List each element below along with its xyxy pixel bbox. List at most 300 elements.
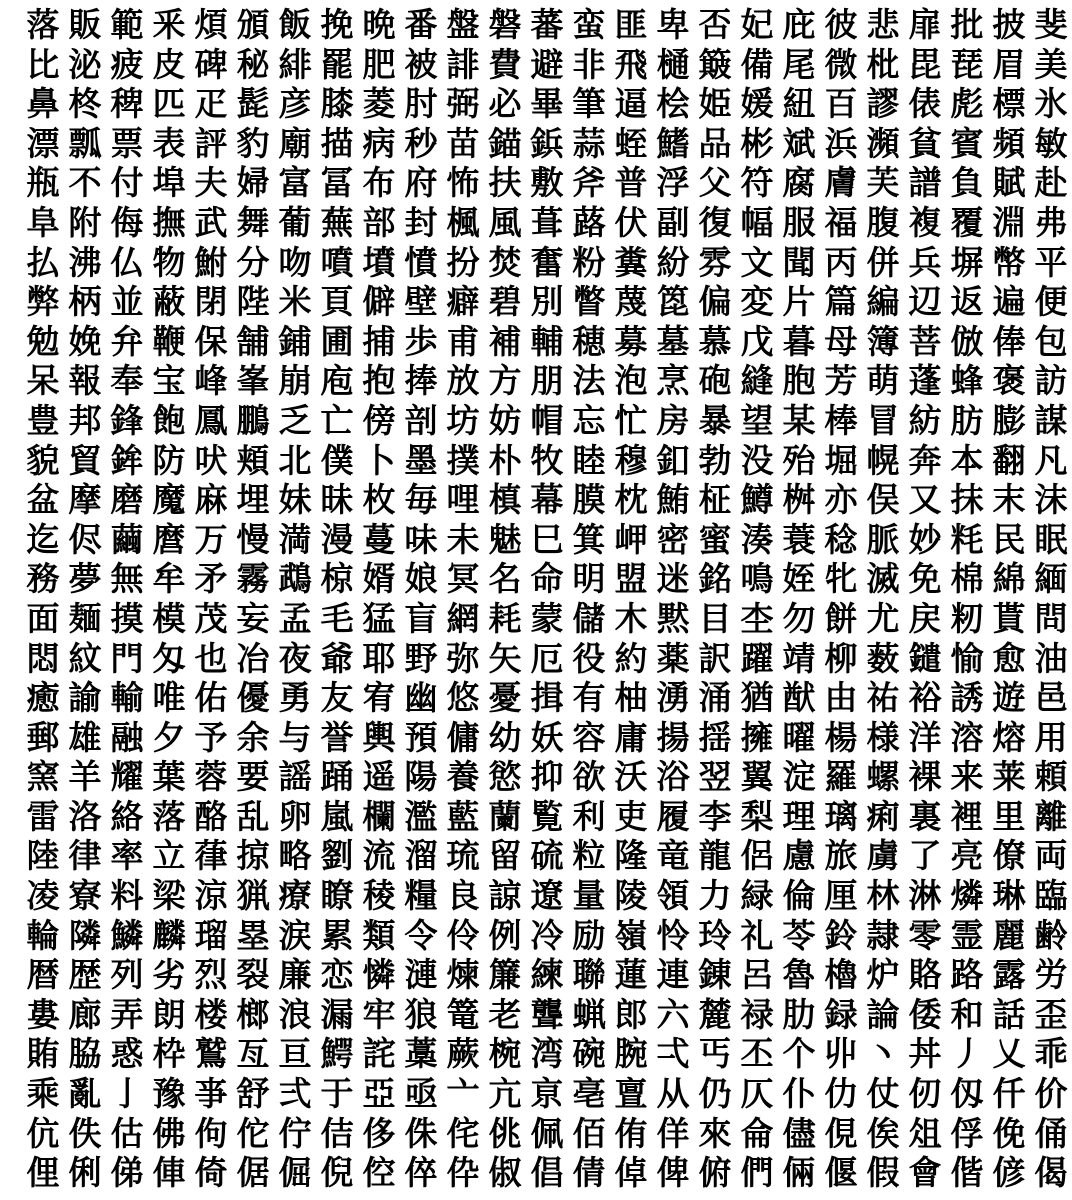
kanji-glyph: 飽: [152, 400, 186, 440]
kanji-glyph: 杢: [740, 598, 774, 638]
kanji-glyph: 麓: [698, 994, 732, 1034]
kanji-glyph: 陛: [236, 282, 270, 322]
kanji-glyph: 父: [698, 163, 732, 203]
kanji-glyph: 沫: [1034, 480, 1068, 520]
kanji-glyph: 又: [908, 480, 942, 520]
kanji-glyph: 蔑: [614, 282, 648, 322]
kanji-glyph: 訳: [698, 638, 732, 678]
kanji-glyph: 豹: [236, 123, 270, 163]
kanji-glyph: 毛: [320, 598, 354, 638]
kanji-glyph: 逼: [614, 84, 648, 124]
kanji-glyph: 碗: [572, 1034, 606, 1074]
kanji-glyph: 溜: [404, 836, 438, 876]
kanji-glyph: 郵: [26, 717, 60, 757]
kanji-glyph: 亳: [572, 1074, 606, 1114]
kanji-glyph: 返: [950, 282, 984, 322]
kanji-glyph: 硫: [530, 836, 564, 876]
kanji-glyph: 樋: [656, 44, 690, 84]
kanji-glyph: 蛭: [614, 123, 648, 163]
kanji-glyph: 苗: [446, 123, 480, 163]
kanji-glyph: 遍: [992, 282, 1026, 322]
kanji-glyph: 戻: [908, 598, 942, 638]
kanji-glyph: 塁: [236, 915, 270, 955]
kanji-glyph: 湾: [530, 1034, 564, 1074]
kanji-glyph: 縫: [740, 361, 774, 401]
kanji-glyph: 坊: [446, 400, 480, 440]
kanji-glyph: 併: [866, 242, 900, 282]
kanji-glyph: 耀: [110, 757, 144, 797]
kanji-glyph: 籾: [950, 598, 984, 638]
kanji-glyph: 丐: [698, 1034, 732, 1074]
kanji-glyph: 狼: [404, 994, 438, 1034]
kanji-glyph: 塀: [950, 242, 984, 282]
kanji-glyph: 陸: [26, 836, 60, 876]
kanji-glyph: 力: [698, 876, 732, 916]
kanji-glyph: 盤: [446, 5, 480, 44]
kanji-glyph: 毘: [908, 44, 942, 84]
kanji-glyph: 優: [236, 678, 270, 718]
kanji-glyph: 薬: [656, 638, 690, 678]
kanji-glyph: 略: [278, 836, 312, 876]
kanji-glyph: 稜: [362, 876, 396, 916]
kanji-glyph: 鋲: [530, 123, 564, 163]
kanji-glyph: 漫: [320, 519, 354, 559]
kanji-glyph: 俸: [992, 321, 1026, 361]
kanji-glyph: 防: [152, 440, 186, 480]
kanji-glyph: 靖: [782, 638, 816, 678]
kanji-glyph: 麟: [152, 915, 186, 955]
kanji-glyph: 躍: [740, 638, 774, 678]
kanji-glyph: 柳: [824, 638, 858, 678]
kanji-glyph: 侑: [614, 1113, 648, 1153]
kanji-glyph: 侏: [404, 1113, 438, 1153]
kanji-glyph: 侖: [740, 1113, 774, 1153]
kanji-glyph: 魔: [152, 480, 186, 520]
kanji-glyph: 附: [68, 202, 102, 242]
kanji-glyph: 伉: [26, 1113, 60, 1153]
kanji-glyph: 評: [194, 123, 228, 163]
kanji-glyph: 瞥: [572, 282, 606, 322]
kanji-glyph: 倔: [278, 1153, 312, 1193]
kanji-glyph: 倫: [782, 876, 816, 916]
kanji-glyph: 録: [824, 994, 858, 1034]
kanji-glyph: 會: [908, 1153, 942, 1193]
kanji-glyph: 淵: [992, 202, 1026, 242]
kanji-glyph: 紛: [656, 242, 690, 282]
kanji-glyph: 雰: [698, 242, 732, 282]
kanji-row: [22, 282, 1068, 323]
kanji-glyph: 佛: [152, 1113, 186, 1153]
kanji-glyph: 虜: [866, 836, 900, 876]
kanji-glyph: 偏: [698, 282, 732, 322]
kanji-glyph: 嶺: [614, 915, 648, 955]
kanji-glyph: 融: [110, 717, 144, 757]
kanji-glyph: 俚: [26, 1153, 60, 1193]
kanji-glyph: 無: [110, 559, 144, 599]
kanji-glyph: 否: [698, 5, 732, 44]
kanji-glyph: 妹: [278, 480, 312, 520]
kanji-glyph: 厄: [530, 638, 564, 678]
kanji-glyph: 貿: [68, 440, 102, 480]
kanji-glyph: 侶: [740, 836, 774, 876]
kanji-glyph: 歪: [1034, 994, 1068, 1034]
kanji-glyph: 野: [404, 638, 438, 678]
kanji-glyph: 湊: [740, 519, 774, 559]
kanji-glyph: 補: [488, 321, 522, 361]
kanji-glyph: 詫: [362, 1034, 396, 1074]
kanji-glyph: 払: [26, 242, 60, 282]
kanji-glyph: 捧: [404, 361, 438, 401]
kanji-glyph: 桝: [782, 480, 816, 520]
kanji-glyph: 偃: [824, 1153, 858, 1193]
kanji-glyph: 流: [362, 836, 396, 876]
kanji-row: [22, 361, 1068, 402]
kanji-glyph: 命: [530, 559, 564, 599]
kanji-glyph: 尾: [782, 44, 816, 84]
kanji-glyph: 羊: [68, 757, 102, 797]
kanji-glyph: 葎: [194, 836, 228, 876]
kanji-glyph: 魅: [488, 519, 522, 559]
kanji-glyph: 林: [866, 876, 900, 916]
kanji-glyph: 猷: [782, 678, 816, 718]
kanji-glyph: 釦: [656, 440, 690, 480]
kanji-glyph: 妃: [740, 5, 774, 44]
kanji-glyph: 賦: [992, 163, 1026, 203]
kanji-glyph: 矢: [488, 638, 522, 678]
kanji-glyph: 報: [68, 361, 102, 401]
kanji-glyph: 湧: [656, 678, 690, 718]
kanji-glyph: 竜: [656, 836, 690, 876]
kanji-glyph: 普: [614, 163, 648, 203]
kanji-glyph: 療: [278, 876, 312, 916]
kanji-glyph: 黙: [656, 598, 690, 638]
kanji-glyph: 鞭: [152, 321, 186, 361]
kanji-glyph: 噴: [320, 242, 354, 282]
kanji-glyph: 傭: [446, 717, 480, 757]
kanji-glyph: 揚: [656, 717, 690, 757]
kanji-glyph: 个: [782, 1034, 816, 1074]
kanji-glyph: 也: [194, 638, 228, 678]
kanji-glyph: 勇: [278, 678, 312, 718]
kanji-glyph: 煉: [446, 955, 480, 995]
kanji-glyph: 肋: [782, 994, 816, 1034]
kanji-glyph: 謀: [1034, 400, 1068, 440]
kanji-glyph: 裡: [950, 796, 984, 836]
kanji-glyph: 們: [740, 1153, 774, 1193]
kanji-row: [22, 717, 1068, 759]
kanji-glyph: 匹: [152, 84, 186, 124]
kanji-glyph: 歴: [68, 955, 102, 995]
kanji-glyph: 譜: [908, 163, 942, 203]
kanji-glyph: 六: [656, 994, 690, 1034]
kanji-glyph: 米: [278, 282, 312, 322]
kanji-glyph: 擁: [740, 717, 774, 757]
kanji-glyph: 誘: [950, 678, 984, 718]
kanji-glyph: 仏: [110, 242, 144, 282]
kanji-glyph: 怖: [446, 163, 480, 203]
kanji-glyph: 彼: [824, 5, 858, 44]
kanji-glyph: 窯: [26, 757, 60, 797]
kanji-glyph: 紋: [68, 638, 102, 678]
kanji-glyph: 本: [950, 440, 984, 480]
kanji-glyph: 翼: [740, 757, 774, 797]
kanji-glyph: 布: [362, 163, 396, 203]
kanji-glyph: 歩: [404, 321, 438, 361]
kanji-glyph: 葡: [278, 202, 312, 242]
kanji-glyph: 从: [656, 1074, 690, 1114]
kanji-glyph: 夜: [278, 638, 312, 678]
kanji-glyph: 褒: [992, 361, 1026, 401]
kanji-glyph: 葉: [152, 757, 186, 797]
kanji-glyph: 挽: [320, 5, 354, 44]
kanji-glyph: 迷: [656, 559, 690, 599]
kanji-glyph: 蒙: [530, 598, 564, 638]
kanji-glyph: 論: [866, 994, 900, 1034]
kanji-glyph: 鼻: [26, 84, 60, 124]
kanji-row: [22, 836, 1068, 877]
kanji-glyph: 養: [446, 757, 480, 797]
kanji-glyph: 肘: [404, 84, 438, 124]
kanji-glyph: 儘: [782, 1113, 816, 1153]
kanji-glyph: 励: [572, 915, 606, 955]
kanji-glyph: 美: [1034, 44, 1068, 84]
kanji-glyph: 俶: [488, 1153, 522, 1193]
kanji-glyph: 幅: [740, 202, 774, 242]
kanji-glyph: 勿: [782, 598, 816, 638]
kanji-glyph: 諒: [488, 876, 522, 916]
kanji-glyph: 銘: [698, 559, 732, 599]
kanji-glyph: 勃: [698, 440, 732, 480]
kanji-glyph: 巳: [530, 519, 564, 559]
kanji-glyph: 秘: [236, 44, 270, 84]
kanji-glyph: 雄: [68, 717, 102, 757]
kanji-glyph: 昧: [320, 480, 354, 520]
kanji-glyph: 剖: [404, 400, 438, 440]
kanji-glyph: 翻: [992, 440, 1026, 480]
kanji-glyph: 文: [740, 242, 774, 282]
kanji-glyph: 由: [824, 678, 858, 718]
kanji-glyph: 飛: [614, 44, 648, 84]
kanji-glyph: 輪: [26, 915, 60, 955]
kanji-glyph: 臨: [1034, 876, 1068, 916]
kanji-glyph: 猛: [362, 598, 396, 638]
kanji-glyph: 妄: [236, 598, 270, 638]
kanji-glyph: 賄: [26, 1034, 60, 1074]
kanji-glyph: 錬: [698, 955, 732, 995]
kanji-glyph: 盆: [26, 480, 60, 520]
kanji-glyph: 揺: [698, 717, 732, 757]
kanji-glyph: 佻: [488, 1113, 522, 1153]
kanji-glyph: 撫: [152, 202, 186, 242]
kanji-glyph: 彪: [950, 84, 984, 124]
kanji-glyph: 浜: [824, 123, 858, 163]
kanji-row: [22, 757, 1068, 798]
kanji-glyph: 幽: [404, 678, 438, 718]
kanji-glyph: 奉: [110, 361, 144, 401]
kanji-glyph: 俥: [152, 1153, 186, 1193]
kanji-glyph: 幣: [992, 242, 1026, 282]
kanji-glyph: 裂: [236, 955, 270, 995]
kanji-glyph: 貰: [992, 598, 1026, 638]
kanji-glyph: 穂: [572, 321, 606, 361]
kanji-glyph: 砲: [698, 361, 732, 401]
kanji-glyph: 釆: [152, 5, 186, 44]
kanji-glyph: 丿: [950, 1034, 984, 1074]
kanji-glyph: 來: [698, 1113, 732, 1153]
kanji-glyph: 腕: [614, 1034, 648, 1074]
kanji-glyph: 篇: [824, 282, 858, 322]
kanji-glyph: 朴: [488, 440, 522, 480]
kanji-row: [22, 480, 1068, 521]
kanji-glyph: 未: [446, 519, 480, 559]
kanji-glyph: 敷: [530, 163, 564, 203]
kanji-glyph: 蝋: [572, 994, 606, 1034]
kanji-glyph: 露: [992, 955, 1026, 995]
kanji-glyph: 斌: [782, 123, 816, 163]
kanji-glyph: 櫓: [824, 955, 858, 995]
kanji-glyph: 不: [68, 163, 102, 203]
kanji-glyph: 変: [740, 282, 774, 322]
kanji-glyph: 良: [446, 876, 480, 916]
kanji-row: [22, 1113, 1068, 1155]
kanji-glyph: 欄: [362, 796, 396, 836]
kanji-glyph: 螺: [866, 757, 900, 797]
kanji-glyph: 匪: [614, 5, 648, 44]
kanji-glyph: 話: [992, 994, 1026, 1034]
kanji-glyph: 幕: [530, 480, 564, 520]
kanji-glyph: 篭: [446, 994, 480, 1034]
kanji-glyph: 哩: [446, 480, 480, 520]
kanji-glyph: 桧: [656, 84, 690, 124]
kanji-glyph: 遊: [992, 678, 1026, 718]
kanji-glyph: 鋒: [110, 400, 144, 440]
kanji-glyph: 悲: [866, 5, 900, 44]
kanji-glyph: 畢: [530, 84, 564, 124]
kanji-glyph: 忘: [572, 400, 606, 440]
kanji-glyph: 品: [698, 123, 732, 163]
kanji-glyph: 服: [782, 202, 816, 242]
kanji-glyph: 碑: [194, 44, 228, 84]
kanji-glyph: 誹: [446, 44, 480, 84]
kanji-glyph: 楼: [194, 994, 228, 1034]
kanji-glyph: 蕗: [572, 202, 606, 242]
kanji-glyph: 房: [656, 400, 690, 440]
kanji-glyph: 婿: [362, 559, 396, 599]
kanji-glyph: 番: [404, 5, 438, 44]
kanji-glyph: 糧: [404, 876, 438, 916]
kanji-glyph: 箆: [656, 282, 690, 322]
kanji-glyph: 摩: [68, 480, 102, 520]
kanji-glyph: 倣: [950, 321, 984, 361]
kanji-glyph: 量: [572, 876, 606, 916]
kanji-glyph: 癖: [446, 282, 480, 322]
kanji-glyph: 涼: [194, 876, 228, 916]
kanji-glyph: 祐: [866, 678, 900, 718]
kanji-glyph: 舗: [236, 321, 270, 361]
kanji-glyph: 弊: [26, 282, 60, 322]
kanji-glyph: 錨: [488, 123, 522, 163]
kanji-glyph: 厘: [824, 876, 858, 916]
kanji-glyph: 牢: [362, 994, 396, 1034]
kanji-glyph: 廊: [68, 994, 102, 1034]
kanji-glyph: 疋: [194, 84, 228, 124]
kanji-glyph: 冒: [866, 400, 900, 440]
kanji-glyph: 于: [320, 1074, 354, 1114]
kanji-glyph: 唯: [152, 678, 186, 718]
kanji-row: [22, 1034, 1068, 1075]
kanji-glyph: 棒: [824, 400, 858, 440]
kanji-glyph: 菱: [362, 84, 396, 124]
kanji-glyph: 假: [866, 1153, 900, 1193]
kanji-glyph: 岬: [614, 519, 648, 559]
kanji-glyph: 描: [320, 123, 354, 163]
kanji-glyph: 面: [26, 598, 60, 638]
kanji-glyph: 並: [110, 282, 144, 322]
kanji-glyph: 蓑: [782, 519, 816, 559]
kanji-glyph: 庸: [614, 717, 648, 757]
kanji-glyph: 放: [446, 361, 480, 401]
kanji-glyph: 離: [1034, 796, 1068, 836]
kanji-glyph: 物: [152, 242, 186, 282]
kanji-glyph: 蔓: [362, 519, 396, 559]
kanji-glyph: 迄: [26, 519, 60, 559]
kanji-glyph: 耶: [362, 638, 396, 678]
kanji-row: [22, 163, 1068, 204]
kanji-glyph: 估: [110, 1113, 144, 1153]
kanji-glyph: 販: [68, 5, 102, 44]
kanji-glyph: 牟: [152, 559, 186, 599]
kanji-glyph: 倪: [320, 1153, 354, 1193]
kanji-glyph: 亅: [110, 1074, 144, 1114]
kanji-row: [22, 440, 1068, 482]
kanji-glyph: 保: [194, 321, 228, 361]
kanji-sheet: [22, 5, 1068, 1194]
kanji-glyph: 恋: [320, 955, 354, 995]
kanji-glyph: 梁: [152, 876, 186, 916]
kanji-glyph: 琵: [950, 44, 984, 84]
kanji-glyph: 必: [488, 84, 522, 124]
kanji-glyph: 熔: [992, 717, 1026, 757]
kanji-glyph: 府: [404, 163, 438, 203]
kanji-glyph: 卵: [278, 796, 312, 836]
kanji-glyph: 仗: [866, 1074, 900, 1114]
kanji-row: [22, 678, 1068, 719]
kanji-glyph: 帽: [530, 400, 564, 440]
kanji-glyph: 豫: [152, 1074, 186, 1114]
kanji-glyph: 封: [404, 202, 438, 242]
kanji-glyph: 老: [488, 994, 522, 1034]
kanji-row: [22, 1153, 1068, 1194]
kanji-row: [22, 400, 1068, 442]
kanji-glyph: 蓮: [614, 955, 648, 995]
kanji-glyph: 密: [656, 519, 690, 559]
kanji-glyph: 紡: [908, 400, 942, 440]
kanji-glyph: 彦: [278, 84, 312, 124]
kanji-glyph: 仞: [908, 1074, 942, 1114]
kanji-glyph: 宝: [152, 361, 186, 401]
kanji-glyph: 務: [26, 559, 60, 599]
kanji-glyph: 浪: [278, 994, 312, 1034]
kanji-glyph: 母: [824, 321, 858, 361]
kanji-glyph: 粉: [572, 242, 606, 282]
kanji-glyph: 翌: [698, 757, 732, 797]
kanji-glyph: 舒: [236, 1074, 270, 1114]
kanji-glyph: 疲: [110, 44, 144, 84]
kanji-glyph: 玲: [698, 915, 732, 955]
kanji-glyph: 藁: [404, 1034, 438, 1074]
kanji-glyph: 茂: [194, 598, 228, 638]
kanji-glyph: 俵: [908, 84, 942, 124]
